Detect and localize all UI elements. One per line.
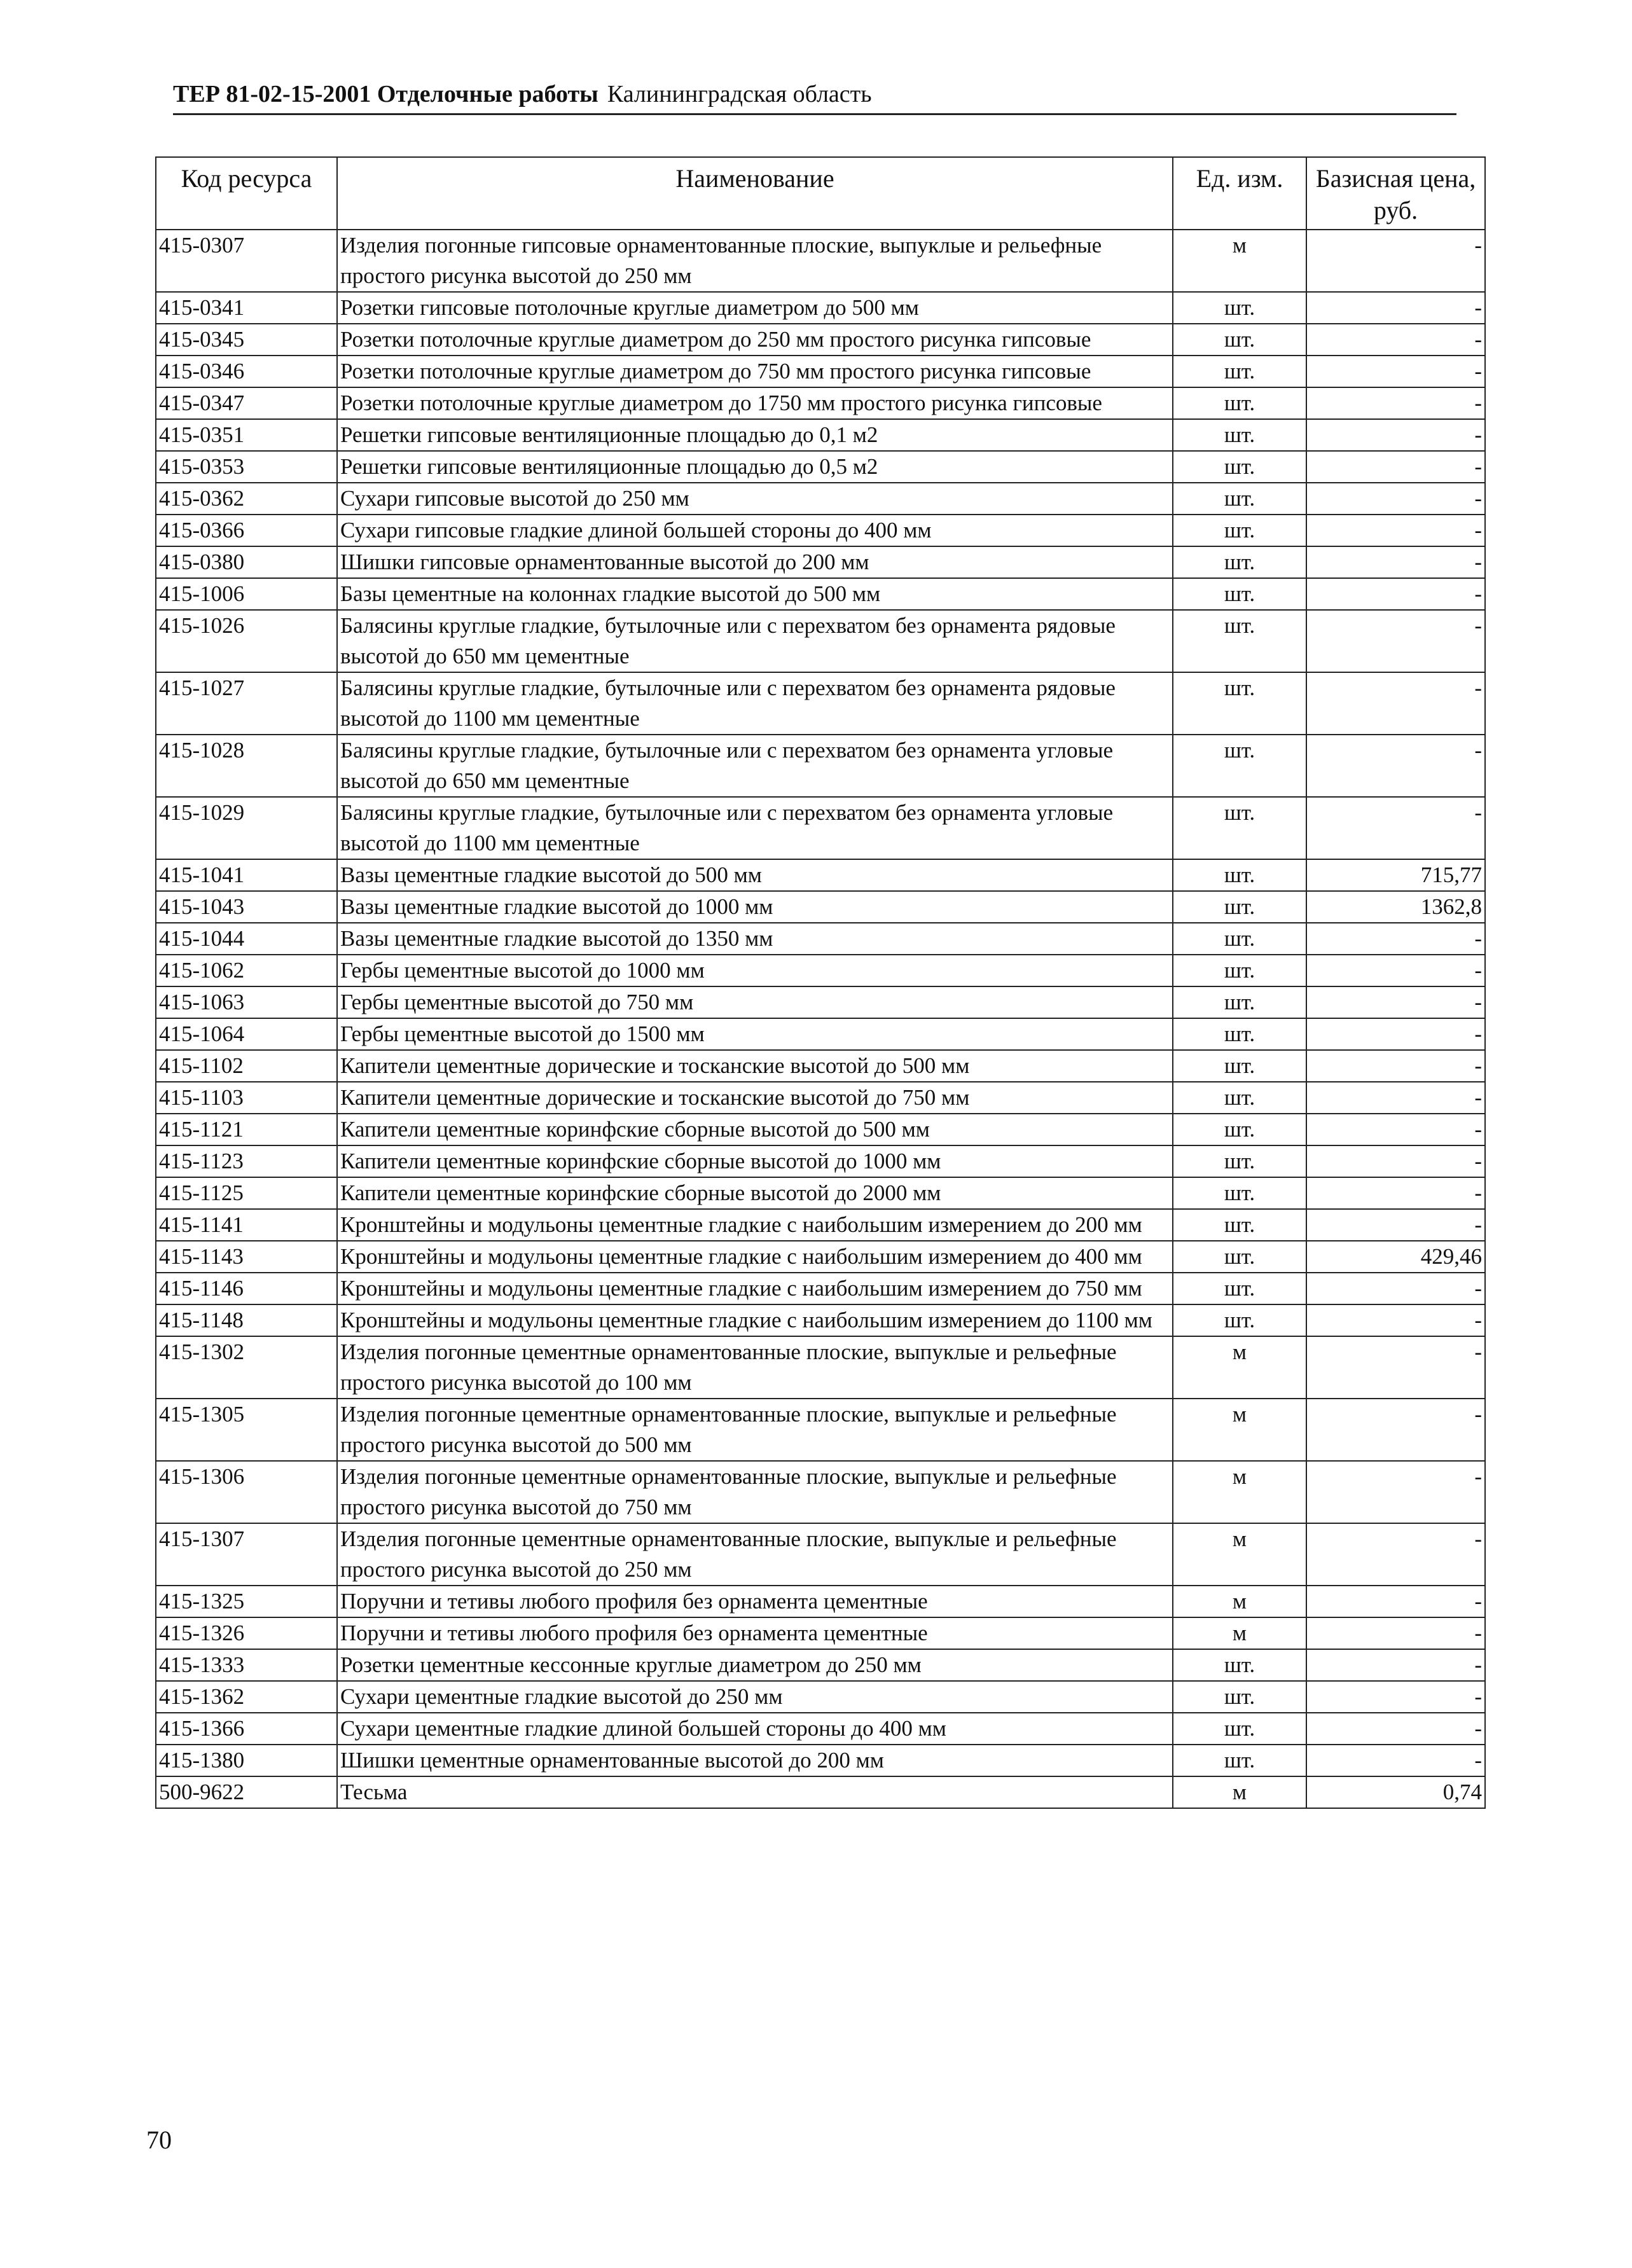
cell-unit: шт. (1173, 672, 1306, 735)
cell-unit: шт. (1173, 986, 1306, 1018)
cell-resource-code: 415-1103 (156, 1082, 337, 1114)
cell-resource-name: Капители цементные дорические и тосканские высотой до 750 мм (337, 1082, 1173, 1114)
cell-unit: м (1173, 1336, 1306, 1399)
cell-unit: м (1173, 1461, 1306, 1523)
cell-resource-code: 415-1102 (156, 1050, 337, 1082)
cell-resource-name: Изделия погонные гипсовые орнаментованные плоские, выпуклые и рельефные простого рисунка высотой до 250 мм (337, 230, 1173, 292)
cell-resource-name: Решетки гипсовые вентиляционные площадью до 0,1 м2 (337, 419, 1173, 451)
cell-unit: шт. (1173, 451, 1306, 483)
cell-resource-code: 415-1121 (156, 1114, 337, 1145)
cell-resource-name: Сухари гипсовые высотой до 250 мм (337, 483, 1173, 515)
table-row (156, 1304, 1485, 1336)
cell-unit: шт. (1173, 515, 1306, 546)
cell-base-price: - (1306, 1082, 1485, 1114)
cell-unit: шт. (1173, 1745, 1306, 1776)
cell-base-price: - (1306, 419, 1485, 451)
cell-resource-code: 415-1306 (156, 1461, 337, 1523)
table-row (156, 451, 1485, 483)
cell-base-price: - (1306, 324, 1485, 356)
cell-unit: шт. (1173, 1177, 1306, 1209)
cell-unit: шт. (1173, 1681, 1306, 1713)
cell-resource-code: 500-9622 (156, 1776, 337, 1808)
document-code: ТЕР 81-02-15-2001 Отделочные работы (173, 81, 598, 107)
table-row (156, 1050, 1485, 1082)
cell-unit: м (1173, 1586, 1306, 1617)
cell-unit: шт. (1173, 1209, 1306, 1241)
cell-base-price: - (1306, 1273, 1485, 1304)
cell-base-price: - (1306, 1399, 1485, 1461)
cell-unit: шт. (1173, 356, 1306, 387)
table-row (156, 891, 1485, 923)
cell-base-price: - (1306, 1050, 1485, 1082)
cell-unit: шт. (1173, 1114, 1306, 1145)
cell-resource-name: Гербы цементные высотой до 1000 мм (337, 955, 1173, 986)
cell-unit: шт. (1173, 955, 1306, 986)
cell-resource-name: Вазы цементные гладкие высотой до 1350 мм (337, 923, 1173, 955)
table-row (156, 387, 1485, 419)
cell-unit: шт. (1173, 1304, 1306, 1336)
cell-unit: м (1173, 1617, 1306, 1649)
cell-resource-code: 415-0347 (156, 387, 337, 419)
cell-resource-name: Балясины круглые гладкие, бутылочные или с перехватом без орнамента рядовые высотой до 650 мм цементные (337, 610, 1173, 672)
cell-resource-name: Базы цементные на колоннах гладкие высотой до 500 мм (337, 578, 1173, 610)
cell-base-price: - (1306, 1114, 1485, 1145)
cell-resource-code: 415-1044 (156, 923, 337, 955)
cell-resource-name: Розетки потолочные круглые диаметром до 750 мм простого рисунка гипсовые (337, 356, 1173, 387)
cell-resource-name: Кронштейны и модульоны цементные гладкие с наибольшим измерением до 400 мм (337, 1241, 1173, 1273)
cell-resource-code: 415-1063 (156, 986, 337, 1018)
cell-resource-name: Розетки потолочные круглые диаметром до 250 мм простого рисунка гипсовые (337, 324, 1173, 356)
cell-base-price: - (1306, 230, 1485, 292)
cell-resource-name: Вазы цементные гладкие высотой до 500 мм (337, 859, 1173, 891)
cell-unit: шт. (1173, 546, 1306, 578)
table-row (156, 324, 1485, 356)
cell-unit: шт. (1173, 1713, 1306, 1745)
cell-unit: шт. (1173, 483, 1306, 515)
cell-base-price: - (1306, 1304, 1485, 1336)
cell-base-price: - (1306, 986, 1485, 1018)
table-row (156, 356, 1485, 387)
cell-resource-code: 415-1146 (156, 1273, 337, 1304)
cell-resource-name: Кронштейны и модульоны цементные гладкие с наибольшим измерением до 1100 мм (337, 1304, 1173, 1336)
cell-resource-code: 415-1125 (156, 1177, 337, 1209)
cell-unit: шт. (1173, 1082, 1306, 1114)
cell-unit: шт. (1173, 324, 1306, 356)
cell-resource-name: Изделия погонные цементные орнаментованные плоские, выпуклые и рельефные простого рисунка высотой до 500 мм (337, 1399, 1173, 1461)
table-row (156, 1209, 1485, 1241)
cell-resource-code: 415-0380 (156, 546, 337, 578)
cell-base-price: - (1306, 1649, 1485, 1681)
cell-base-price: 1362,8 (1306, 891, 1485, 923)
cell-resource-code: 415-1043 (156, 891, 337, 923)
column-header-unit: Ед. изм. (1173, 157, 1306, 230)
cell-base-price: - (1306, 578, 1485, 610)
cell-base-price: - (1306, 1713, 1485, 1745)
table-row (156, 1336, 1485, 1399)
cell-unit: шт. (1173, 578, 1306, 610)
cell-base-price: - (1306, 1461, 1485, 1523)
page-number: 70 (146, 2126, 172, 2154)
table-row (156, 292, 1485, 324)
cell-unit: шт. (1173, 923, 1306, 955)
cell-resource-name: Вазы цементные гладкие высотой до 1000 мм (337, 891, 1173, 923)
cell-resource-code: 415-1062 (156, 955, 337, 986)
cell-resource-name: Балясины круглые гладкие, бутылочные или с перехватом без орнамента угловые высотой до 1100 мм цементные (337, 797, 1173, 859)
column-header-code: Код ресурса (156, 157, 337, 230)
table-row (156, 672, 1485, 735)
table-row (156, 859, 1485, 891)
cell-resource-code: 415-1006 (156, 578, 337, 610)
cell-resource-name: Изделия погонные цементные орнаментованные плоские, выпуклые и рельефные простого рисунка высотой до 250 мм (337, 1523, 1173, 1586)
column-header-name: Наименование (337, 157, 1173, 230)
cell-base-price: - (1306, 1617, 1485, 1649)
cell-unit: м (1173, 1399, 1306, 1461)
cell-resource-code: 415-0362 (156, 483, 337, 515)
cell-resource-name: Балясины круглые гладкие, бутылочные или с перехватом без орнамента рядовые высотой до 1100 мм цементные (337, 672, 1173, 735)
cell-base-price: 0,74 (1306, 1776, 1485, 1808)
cell-resource-code: 415-0307 (156, 230, 337, 292)
table-row (156, 1461, 1485, 1523)
document-region: Калининградская область (607, 81, 872, 107)
table-row (156, 1649, 1485, 1681)
cell-resource-code: 415-0353 (156, 451, 337, 483)
cell-resource-name: Сухари цементные гладкие высотой до 250 мм (337, 1681, 1173, 1713)
table-row (156, 735, 1485, 797)
cell-base-price: - (1306, 735, 1485, 797)
table-row (156, 230, 1485, 292)
table-row (156, 797, 1485, 859)
cell-base-price: - (1306, 923, 1485, 955)
cell-resource-name: Розетки цементные кессонные круглые диаметром до 250 мм (337, 1649, 1173, 1681)
cell-resource-code: 415-0351 (156, 419, 337, 451)
cell-resource-name: Капители цементные коринфские сборные высотой до 500 мм (337, 1114, 1173, 1145)
cell-base-price: - (1306, 1018, 1485, 1050)
table-row (156, 1114, 1485, 1145)
cell-base-price: - (1306, 1681, 1485, 1713)
cell-base-price: - (1306, 955, 1485, 986)
cell-resource-code: 415-1123 (156, 1145, 337, 1177)
table-row (156, 1399, 1485, 1461)
cell-resource-code: 415-0346 (156, 356, 337, 387)
cell-unit: м (1173, 230, 1306, 292)
cell-unit: шт. (1173, 1273, 1306, 1304)
column-header-price: Базисная цена, руб. (1306, 157, 1485, 230)
cell-unit: шт. (1173, 891, 1306, 923)
cell-resource-name: Кронштейны и модульоны цементные гладкие с наибольшим измерением до 200 мм (337, 1209, 1173, 1241)
cell-resource-name: Кронштейны и модульоны цементные гладкие с наибольшим измерением до 750 мм (337, 1273, 1173, 1304)
table-row (156, 1713, 1485, 1745)
cell-base-price: - (1306, 451, 1485, 483)
table-row (156, 578, 1485, 610)
table-row (156, 1776, 1485, 1808)
cell-resource-name: Тесьма (337, 1776, 1173, 1808)
cell-unit: м (1173, 1523, 1306, 1586)
cell-base-price: - (1306, 387, 1485, 419)
table-row (156, 1241, 1485, 1273)
cell-resource-code: 415-0345 (156, 324, 337, 356)
cell-resource-code: 415-1305 (156, 1399, 337, 1461)
cell-resource-name: Поручни и тетивы любого профиля без орнамента цементные (337, 1586, 1173, 1617)
cell-resource-code: 415-1366 (156, 1713, 337, 1745)
cell-resource-code: 415-1028 (156, 735, 337, 797)
cell-resource-name: Поручни и тетивы любого профиля без орнамента цементные (337, 1617, 1173, 1649)
table-row (156, 419, 1485, 451)
table-row (156, 610, 1485, 672)
resource-price-table (155, 156, 1486, 1809)
cell-resource-name: Решетки гипсовые вентиляционные площадью до 0,5 м2 (337, 451, 1173, 483)
table-row (156, 1082, 1485, 1114)
cell-resource-name: Шишки цементные орнаментованные высотой до 200 мм (337, 1745, 1173, 1776)
cell-unit: шт. (1173, 292, 1306, 324)
table-row (156, 955, 1485, 986)
cell-unit: шт. (1173, 1050, 1306, 1082)
cell-resource-code: 415-1143 (156, 1241, 337, 1273)
table-row (156, 1145, 1485, 1177)
page-header (173, 75, 1456, 115)
cell-resource-code: 415-1326 (156, 1617, 337, 1649)
table-header (156, 157, 1485, 230)
table-row (156, 546, 1485, 578)
cell-resource-code: 415-1041 (156, 859, 337, 891)
cell-resource-name: Капители цементные коринфские сборные высотой до 1000 мм (337, 1145, 1173, 1177)
cell-base-price: - (1306, 356, 1485, 387)
cell-resource-code: 415-1148 (156, 1304, 337, 1336)
cell-unit: шт. (1173, 1649, 1306, 1681)
cell-resource-code: 415-1307 (156, 1523, 337, 1586)
cell-base-price: - (1306, 1209, 1485, 1241)
cell-unit: шт. (1173, 419, 1306, 451)
cell-resource-code: 415-1029 (156, 797, 337, 859)
cell-resource-name: Балясины круглые гладкие, бутылочные или с перехватом без орнамента угловые высотой до 650 мм цементные (337, 735, 1173, 797)
cell-base-price: - (1306, 483, 1485, 515)
cell-base-price: 715,77 (1306, 859, 1485, 891)
cell-resource-code: 415-1380 (156, 1745, 337, 1776)
cell-base-price: - (1306, 1177, 1485, 1209)
table-row (156, 923, 1485, 955)
cell-base-price: - (1306, 1745, 1485, 1776)
cell-base-price: - (1306, 1336, 1485, 1399)
table-row (156, 1586, 1485, 1617)
cell-unit: шт. (1173, 610, 1306, 672)
cell-resource-code: 415-1026 (156, 610, 337, 672)
cell-resource-name: Шишки гипсовые орнаментованные высотой до 200 мм (337, 546, 1173, 578)
cell-unit: шт. (1173, 797, 1306, 859)
table-row (156, 1018, 1485, 1050)
table-row (156, 1523, 1485, 1586)
cell-resource-code: 415-1141 (156, 1209, 337, 1241)
table-row (156, 1177, 1485, 1209)
cell-base-price: - (1306, 672, 1485, 735)
cell-base-price: 429,46 (1306, 1241, 1485, 1273)
cell-resource-code: 415-1333 (156, 1649, 337, 1681)
cell-base-price: - (1306, 1523, 1485, 1586)
cell-base-price: - (1306, 1586, 1485, 1617)
cell-resource-code: 415-1064 (156, 1018, 337, 1050)
table-row (156, 1681, 1485, 1713)
cell-resource-name: Изделия погонные цементные орнаментованные плоские, выпуклые и рельефные простого рисунка высотой до 750 мм (337, 1461, 1173, 1523)
cell-resource-name: Сухари цементные гладкие длиной большей стороны до 400 мм (337, 1713, 1173, 1745)
cell-unit: м (1173, 1776, 1306, 1808)
cell-unit: шт. (1173, 859, 1306, 891)
cell-resource-name: Розетки гипсовые потолочные круглые диаметром до 500 мм (337, 292, 1173, 324)
cell-unit: шт. (1173, 1018, 1306, 1050)
cell-resource-name: Капители цементные коринфские сборные высотой до 2000 мм (337, 1177, 1173, 1209)
table-row (156, 483, 1485, 515)
cell-base-price: - (1306, 515, 1485, 546)
cell-resource-code: 415-1325 (156, 1586, 337, 1617)
cell-resource-name: Розетки потолочные круглые диаметром до 1750 мм простого рисунка гипсовые (337, 387, 1173, 419)
cell-unit: шт. (1173, 1145, 1306, 1177)
cell-resource-code: 415-1302 (156, 1336, 337, 1399)
cell-resource-name: Капители цементные дорические и тосканские высотой до 500 мм (337, 1050, 1173, 1082)
table-row (156, 1745, 1485, 1776)
cell-unit: шт. (1173, 387, 1306, 419)
table-row (156, 986, 1485, 1018)
cell-resource-name: Гербы цементные высотой до 1500 мм (337, 1018, 1173, 1050)
cell-resource-name: Изделия погонные цементные орнаментованные плоские, выпуклые и рельефные простого рисунка высотой до 100 мм (337, 1336, 1173, 1399)
cell-base-price: - (1306, 546, 1485, 578)
table-row (156, 1273, 1485, 1304)
cell-base-price: - (1306, 292, 1485, 324)
cell-resource-code: 415-1362 (156, 1681, 337, 1713)
cell-unit: шт. (1173, 735, 1306, 797)
table-body (156, 230, 1485, 1808)
cell-unit: шт. (1173, 1241, 1306, 1273)
table-row (156, 1617, 1485, 1649)
cell-resource-code: 415-0366 (156, 515, 337, 546)
cell-base-price: - (1306, 797, 1485, 859)
table-header-row (156, 157, 1485, 230)
table-row (156, 515, 1485, 546)
cell-resource-code: 415-0341 (156, 292, 337, 324)
cell-base-price: - (1306, 610, 1485, 672)
cell-resource-name: Гербы цементные высотой до 750 мм (337, 986, 1173, 1018)
cell-base-price: - (1306, 1145, 1485, 1177)
cell-resource-code: 415-1027 (156, 672, 337, 735)
cell-resource-name: Сухари гипсовые гладкие длиной большей стороны до 400 мм (337, 515, 1173, 546)
